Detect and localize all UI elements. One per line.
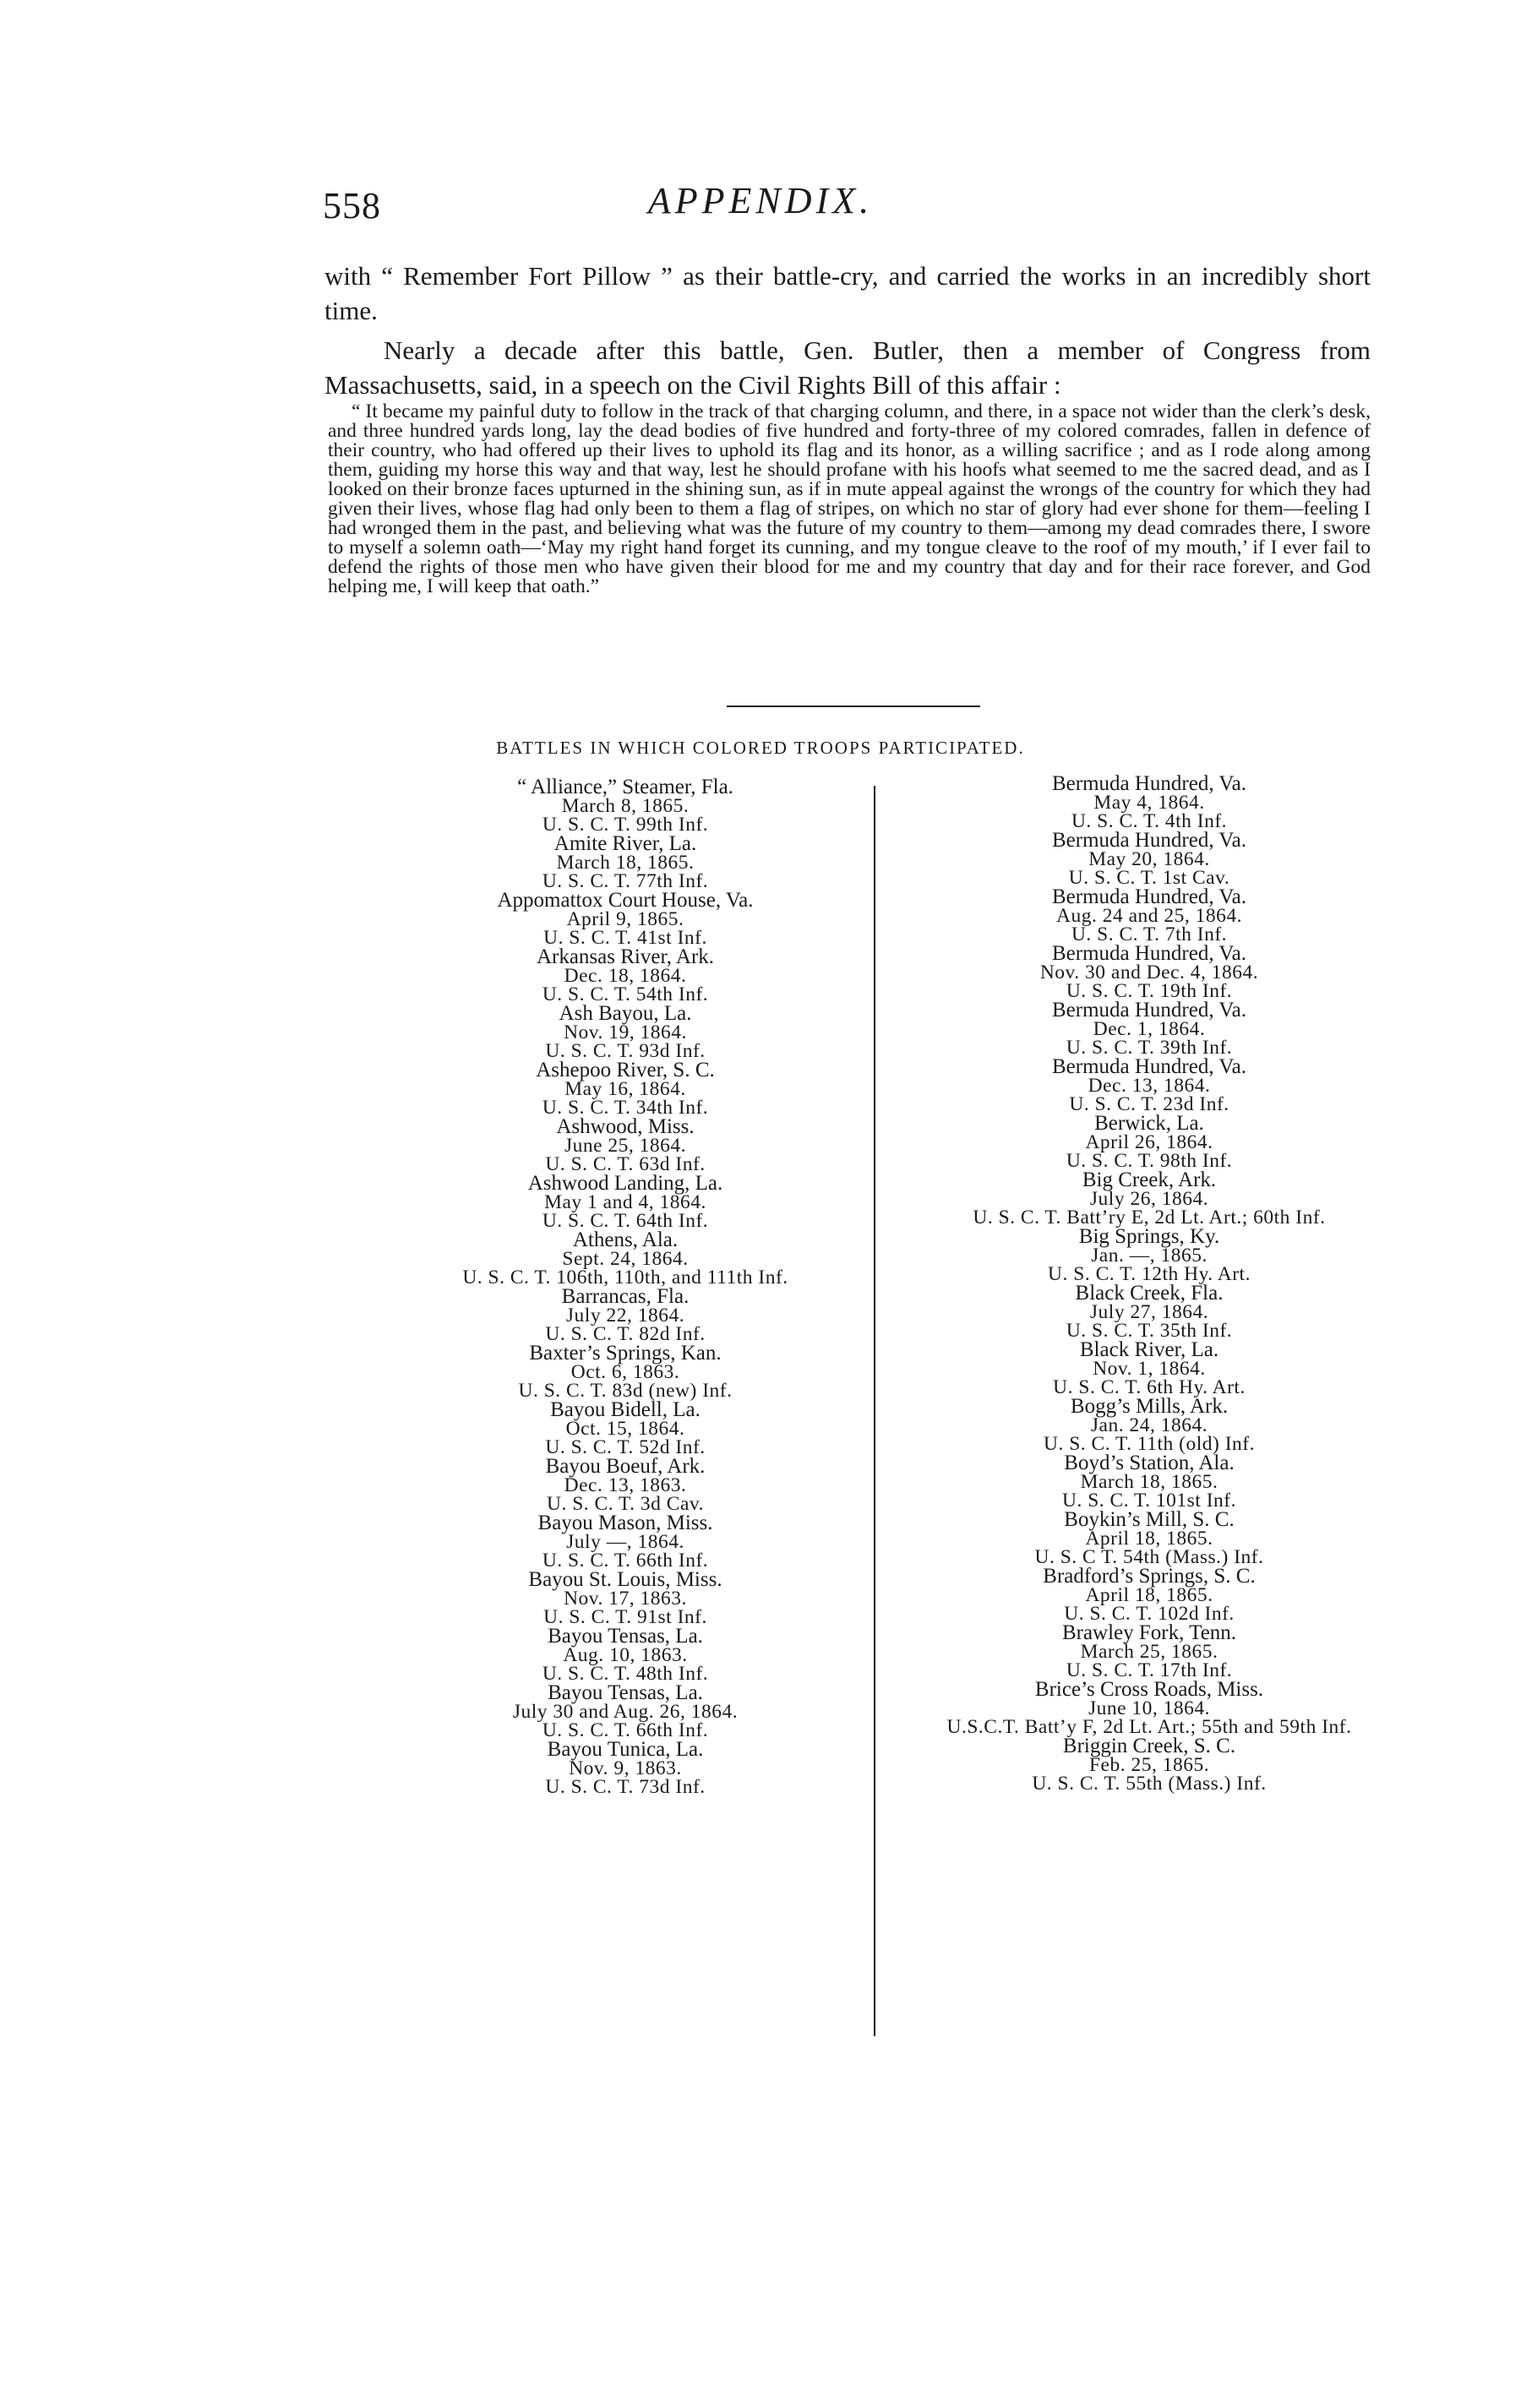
battle-place: Briggin Creek, S. C. — [1062, 1735, 1236, 1757]
battle-entry — [879, 1340, 1420, 1397]
battle-date: May 4, 1864. — [1093, 792, 1205, 814]
running-head: APPENDIX. — [647, 180, 874, 221]
battle-place: Brice’s Cross Roads, Miss. — [1034, 1678, 1264, 1701]
battle-date: Nov. 17, 1863. — [564, 1588, 687, 1610]
battle-troops: U. S. C. T. 19th Inf. — [1066, 979, 1233, 1002]
battle-troops: U. S. C. T. 48th Inf. — [542, 1662, 709, 1685]
battle-troops: U. S. C T. 54th (Mass.) Inf. — [1034, 1545, 1264, 1568]
battle-entry — [372, 1626, 879, 1683]
battle-date: July 26, 1864. — [1089, 1188, 1209, 1210]
battle-troops: U. S. C. T. 39th Inf. — [1066, 1036, 1233, 1059]
battle-date: April 26, 1864. — [1085, 1131, 1213, 1153]
battle-entry — [372, 1570, 879, 1626]
battle-troops: U. S. C. T. 1st Cav. — [1068, 866, 1230, 889]
battle-entry — [372, 1740, 879, 1796]
battle-date: Sept. 24, 1864. — [562, 1248, 689, 1270]
battle-list-left — [372, 777, 879, 1796]
battle-place: Bradford’s Springs, S. C. — [1043, 1565, 1256, 1588]
battle-place: Bermuda Hundred, Va. — [1051, 942, 1247, 965]
battle-troops: U. S. C. T. 52d Inf. — [545, 1436, 706, 1458]
battle-place: Bayou St. Louis, Miss. — [528, 1568, 722, 1591]
battle-entry — [372, 1060, 879, 1117]
battle-place: “ Alliance,” Steamer, Fla. — [517, 776, 733, 798]
battle-date: Aug. 24 and 25, 1864. — [1055, 905, 1243, 927]
battle-entry — [879, 1170, 1420, 1227]
battle-entry — [879, 774, 1420, 831]
battle-troops: U. S. C. T. 98th Inf. — [1066, 1149, 1233, 1172]
battle-entry — [879, 1453, 1420, 1510]
battle-place: Berwick, La. — [1094, 1112, 1204, 1135]
battle-entry — [879, 1114, 1420, 1170]
battle-date: March 18, 1865. — [556, 852, 695, 874]
battle-entry — [879, 1397, 1420, 1453]
battle-entry — [372, 1287, 879, 1343]
battle-troops: U. S. C. T. 3d Cav. — [547, 1492, 704, 1515]
battle-troops: U. S. C. T. Batt’ry E, 2d Lt. Art.; 60th Inf. — [973, 1206, 1326, 1229]
battle-place: Arkansas River, Ark. — [536, 945, 715, 968]
battle-troops: U. S. C. T. 93d Inf. — [545, 1039, 706, 1062]
battle-entry — [879, 1283, 1420, 1340]
battle-place: Boyd’s Station, Ala. — [1064, 1452, 1235, 1474]
battle-entry — [879, 1000, 1420, 1057]
battle-entry — [372, 1400, 879, 1457]
battle-place: Bayou Mason, Miss. — [537, 1512, 713, 1534]
battle-date: April 9, 1865. — [566, 908, 684, 930]
battle-place: Bermuda Hundred, Va. — [1051, 829, 1247, 852]
battle-entry — [372, 1174, 879, 1230]
section-rule — [727, 706, 980, 707]
battle-troops: U. S. C. T. 101st Inf. — [1062, 1489, 1236, 1512]
battle-troops: U. S. C. T. 35th Inf. — [1066, 1319, 1233, 1342]
battle-place: Appomattox Court House, Va. — [497, 889, 754, 912]
list-heading: BATTLES IN WHICH COLORED TROOPS PARTICIPATED. — [496, 738, 1025, 758]
battle-entry — [372, 834, 879, 891]
battle-date: March 25, 1865. — [1080, 1641, 1218, 1663]
battle-entry — [372, 1004, 879, 1060]
battle-date: Dec. 18, 1864. — [564, 965, 687, 987]
battle-date: May 1 and 4, 1864. — [544, 1191, 706, 1213]
battle-place: Big Springs, Ky. — [1078, 1225, 1220, 1248]
paragraph-2: Nearly a decade after this battle, Gen. Butler, then a member of Congress from Massachusetts, said, in a speech on the Civil Rights Bill of this affair : — [324, 335, 1371, 400]
battle-entry — [879, 1623, 1420, 1680]
battle-place: Bogg’s Mills, Ark. — [1070, 1395, 1229, 1418]
battle-entry — [879, 1566, 1420, 1623]
battle-date: Jan. 24, 1864. — [1090, 1414, 1208, 1436]
battle-date: Dec. 1, 1864. — [1093, 1018, 1206, 1040]
battle-date: Nov. 19, 1864. — [564, 1021, 687, 1043]
battle-date: March 8, 1865. — [561, 795, 690, 817]
battle-place: Bayou Bidell, La. — [550, 1398, 701, 1421]
battle-troops: U. S. C. T. 82d Inf. — [545, 1322, 706, 1345]
battle-entry — [879, 1057, 1420, 1114]
battle-place: Amite River, La. — [553, 832, 697, 855]
battle-date: July 22, 1864. — [565, 1305, 685, 1327]
battle-troops: U. S. C. T. 91st Inf. — [543, 1605, 707, 1628]
body-text — [324, 259, 1371, 402]
battle-date: July 27, 1864. — [1089, 1301, 1209, 1323]
battle-place: Black Creek, Fla. — [1075, 1282, 1224, 1305]
battle-entry — [372, 1230, 879, 1287]
battle-place: Bermuda Hundred, Va. — [1051, 1055, 1247, 1078]
battle-date: April 18, 1865. — [1085, 1528, 1213, 1550]
battle-troops: U. S. C. T. 66th Inf. — [542, 1549, 709, 1572]
block-quote — [328, 402, 1371, 597]
battle-entry — [879, 831, 1420, 887]
battle-troops: U. S. C. T. 77th Inf. — [542, 869, 709, 892]
battle-troops: U. S. C. T. 66th Inf. — [542, 1719, 709, 1741]
battle-troops: U. S. C. T. 17th Inf. — [1066, 1659, 1233, 1681]
battle-troops: U. S. C. T. 99th Inf. — [542, 813, 709, 836]
battle-place: Brawley Fork, Tenn. — [1061, 1621, 1237, 1644]
battle-date: Dec. 13, 1864. — [1088, 1075, 1211, 1097]
battle-place: Bayou Tensas, La. — [548, 1681, 703, 1704]
page-number: 558 — [323, 185, 381, 226]
battle-date: Oct. 15, 1864. — [565, 1418, 685, 1440]
battle-entry — [879, 1510, 1420, 1566]
battle-date: Dec. 13, 1863. — [564, 1474, 687, 1496]
battle-troops: U. S. C. T. 106th, 110th, and 111th Inf. — [462, 1266, 788, 1288]
battle-entry — [879, 887, 1420, 944]
battle-troops: U. S. C. T. 63d Inf. — [545, 1152, 706, 1175]
battle-place: Athens, Ala. — [572, 1229, 679, 1251]
battle-troops: U.S.C.T. Batt’y F, 2d Lt. Art.; 55th and 59th Inf. — [946, 1715, 1352, 1738]
battle-entry — [372, 1117, 879, 1174]
battle-troops: U. S. C. T. 23d Inf. — [1069, 1092, 1229, 1115]
battle-entry — [372, 777, 879, 834]
battle-troops: U. S. C. T. 54th Inf. — [542, 983, 709, 1005]
battle-place: Bermuda Hundred, Va. — [1051, 772, 1247, 795]
battle-date: July —, 1864. — [566, 1531, 684, 1553]
battle-troops: U. S. C. T. 73d Inf. — [545, 1775, 706, 1798]
battle-date: Aug. 10, 1863. — [563, 1644, 688, 1666]
battle-date: Oct. 6, 1863. — [570, 1361, 680, 1383]
battle-place: Big Creek, Ark. — [1082, 1169, 1217, 1191]
battle-entry — [879, 1227, 1420, 1283]
battle-place: Ashwood Landing, La. — [527, 1172, 723, 1195]
battle-entry — [372, 1343, 879, 1400]
battle-place: Baxter’s Springs, Kan. — [529, 1342, 722, 1365]
battle-troops: U. S. C. T. 7th Inf. — [1071, 923, 1228, 945]
battle-date: Nov. 1, 1864. — [1093, 1358, 1206, 1380]
battle-date: Feb. 25, 1865. — [1088, 1754, 1210, 1776]
battle-entry — [879, 944, 1420, 1000]
battle-place: Bermuda Hundred, Va. — [1051, 999, 1247, 1021]
battle-date: March 18, 1865. — [1080, 1471, 1218, 1493]
battle-troops: U. S. C. T. 64th Inf. — [542, 1209, 709, 1232]
battle-place: Black River, La. — [1079, 1338, 1219, 1361]
battle-troops: U. S. C. T. 34th Inf. — [542, 1096, 709, 1119]
battle-date: July 30 and Aug. 26, 1864. — [512, 1701, 739, 1723]
battle-date: Nov. 30 and Dec. 4, 1864. — [1039, 962, 1259, 983]
battle-place: Bayou Tensas, La. — [548, 1625, 703, 1648]
battle-place: Barrancas, Fla. — [561, 1285, 690, 1308]
battle-entry — [372, 1513, 879, 1570]
battle-date: April 18, 1865. — [1085, 1584, 1213, 1606]
battle-troops: U. S. C. T. 11th (old) Inf. — [1043, 1432, 1255, 1455]
battle-entry — [372, 1457, 879, 1513]
battle-troops: U. S. C. T. 12th Hy. Art. — [1048, 1262, 1251, 1285]
battle-date: Nov. 9, 1863. — [569, 1757, 682, 1779]
battle-troops: U. S. C. T. 41st Inf. — [543, 926, 707, 949]
battle-date: May 16, 1864. — [564, 1078, 686, 1100]
battle-list-right — [879, 774, 1420, 1793]
battle-troops: U. S. C. T. 4th Inf. — [1071, 809, 1228, 832]
battle-entry — [372, 947, 879, 1004]
battle-date: June 10, 1864. — [1088, 1697, 1211, 1719]
battle-place: Ashwood, Miss. — [556, 1115, 695, 1138]
battle-troops: U. S. C. T. 55th (Mass.) Inf. — [1032, 1772, 1267, 1795]
battle-entry — [879, 1736, 1420, 1793]
battle-date: June 25, 1864. — [564, 1135, 687, 1157]
battle-troops: U. S. C. T. 6th Hy. Art. — [1053, 1376, 1246, 1398]
battle-date: May 20, 1864. — [1088, 848, 1210, 870]
battle-place: Bayou Tunica, La. — [547, 1738, 704, 1761]
battle-place: Ash Bayou, La. — [559, 1002, 692, 1025]
quote-text: “ It became my painful duty to follow in the track of that charging column, and there, in a space not wider than the clerk’s desk, and three hundred yards long, lay the dead bodies of five hundred and forty-three of my colored comrades, fallen in defence of their country, who had offered up their lives to uphold its flag and its honor, as a willing sacrifice ; and as I rode along among them, guiding my horse this way and that way, lest he should profane with his hoofs what seemed to me the sacred dead, and as I looked on their bronze faces upturned in the shining sun, as if in mute appeal against the wrongs of the country for which they had given their lives, whose flag had only been to them a flag of stripes, on which no star of glory had ever shone for them—feeling I had wronged them in the past, and believing what was the future of my country to them—among my dead comrades there, I swore to myself a solemn oath—‘May my right hand forget its cunning, and my tongue cleave to the roof of my mouth,’ if I ever fail to defend the rights of those men who have given their blood for me and my country that day and for their race forever, and God helping me, I will keep that oath.” — [328, 400, 1371, 597]
battle-place: Bayou Boeuf, Ark. — [545, 1455, 706, 1478]
battle-place: Bermuda Hundred, Va. — [1051, 885, 1247, 908]
battle-troops: U. S. C. T. 102d Inf. — [1064, 1602, 1235, 1625]
battle-entry — [879, 1680, 1420, 1736]
battle-date: Jan. —, 1865. — [1091, 1245, 1208, 1267]
battle-entry — [372, 891, 879, 947]
battle-place: Boykin’s Mill, S. C. — [1064, 1508, 1235, 1531]
battle-place: Ashepoo River, S. C. — [536, 1059, 715, 1081]
paragraph-1: with “ Remember Fort Pillow ” as their battle-cry, and carried the works in an incredibly short time. — [324, 261, 1371, 325]
battle-entry — [372, 1683, 879, 1740]
battle-troops: U. S. C. T. 83d (new) Inf. — [518, 1379, 733, 1402]
